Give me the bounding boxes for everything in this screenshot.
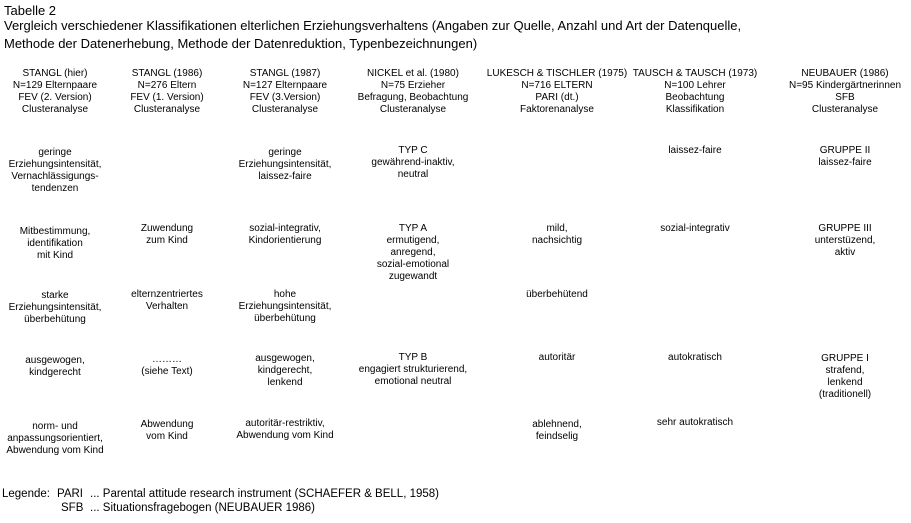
table-cell: GRUPPE I strafend, lenkend (traditionell)	[818, 353, 872, 400]
column-header: TAUSCH & TAUSCH (1973) N=100 Lehrer Beobachtung Klassifikation	[632, 68, 758, 115]
table-cell: sehr autokratisch	[656, 417, 734, 428]
table-cell: GRUPPE III unterstüzend, aktiv	[814, 223, 876, 258]
table-cell: mild, nachsichtig	[531, 223, 583, 246]
table-caption-line-2: Methode der Datenerhebung, Methode der Datenreduktion, Typenbezeichnungen)	[4, 36, 478, 51]
table-cell: sozial-integrativ, Kindorientierung	[248, 223, 322, 246]
legend-abbr: PARI	[57, 488, 83, 500]
table-cell: norm- und anpassungsorientiert, Abwendung vom Kind	[6, 421, 104, 456]
column-header: STANGL (hier) N=129 Elternpaare FEV (2. Version) Clusteranalyse	[12, 68, 98, 115]
table-cell: GRUPPE II laissez-faire	[818, 145, 872, 168]
table-cell: TYP A ermutigend, anregend, sozial-emotional zugewandt	[376, 223, 450, 282]
table-cell: ……… (siehe Text)	[141, 354, 193, 377]
legend-text: ... Parental attitude research instrument (SCHAEFER & BELL, 1958)	[90, 488, 439, 500]
table-cell: hohe Erziehungsintensität, überbehütung	[238, 289, 332, 324]
table-title: Tabelle 2	[4, 3, 57, 18]
table-cell: ablehnend, feindselig	[532, 419, 582, 442]
column-header: STANGL (1986) N=276 Eltern FEV (1. Version) Clusteranalyse	[130, 68, 204, 115]
table-cell: Mitbestimmung, identifikation mit Kind	[19, 226, 91, 261]
table-cell: autoritär-restriktiv, Abwendung vom Kind	[236, 418, 334, 441]
table-cell: autoritär	[538, 352, 576, 363]
legend-text: ... Situationsfragebogen (NEUBAUER 1986)	[90, 502, 316, 514]
table-cell: geringe Erziehungsintensität, laissez-faire	[238, 147, 332, 182]
column-header: NEUBAUER (1986) N=95 Kindergärtnerinnen SFB Clusteranalyse	[788, 68, 902, 115]
legend-label: Legende:	[2, 488, 50, 500]
column-header: NICKEL et al. (1980) N=75 Erzieher Befragung, Beobachtung Clusteranalyse	[357, 68, 469, 115]
table-cell: geringe Erziehungsintensität, Vernachlässigungs- tendenzen	[8, 147, 102, 194]
table-cell: autokratisch	[668, 352, 722, 363]
table-caption-line-1: Vergleich verschiedener Klassifikationen elterlichen Erziehungsverhaltens (Angaben zur Quelle, Anzahl und Art der Datenquelle,	[4, 18, 742, 33]
table-cell: ausgewogen, kindgerecht, lenkend	[255, 353, 315, 388]
column-header: STANGL (1987) N=127 Elternpaare FEV (3.Version) Clusteranalyse	[242, 68, 328, 115]
table-cell: Zuwendung zum Kind	[140, 223, 194, 246]
column-header: LUKESCH & TISCHLER (1975) N=716 ELTERN PARI (dt.) Faktorenanalyse	[486, 68, 628, 115]
table-cell: starke Erziehungsintensität, überbehütung	[8, 290, 102, 325]
table-cell: TYP C gewährend-inaktiv, neutral	[371, 145, 455, 180]
table-cell: laissez-faire	[668, 145, 722, 156]
table-cell: Abwendung vom Kind	[140, 419, 194, 442]
table-cell: sozial-integrativ	[660, 223, 730, 234]
table-cell: elternzentriertes Verhalten	[131, 289, 203, 312]
table-cell: TYP B engagiert strukturierend, emotional neutral	[358, 352, 468, 387]
legend-abbr: SFB	[61, 502, 84, 514]
table-cell: ausgewogen, kindgerecht	[25, 355, 85, 378]
table-cell: überbehütend	[526, 289, 588, 300]
